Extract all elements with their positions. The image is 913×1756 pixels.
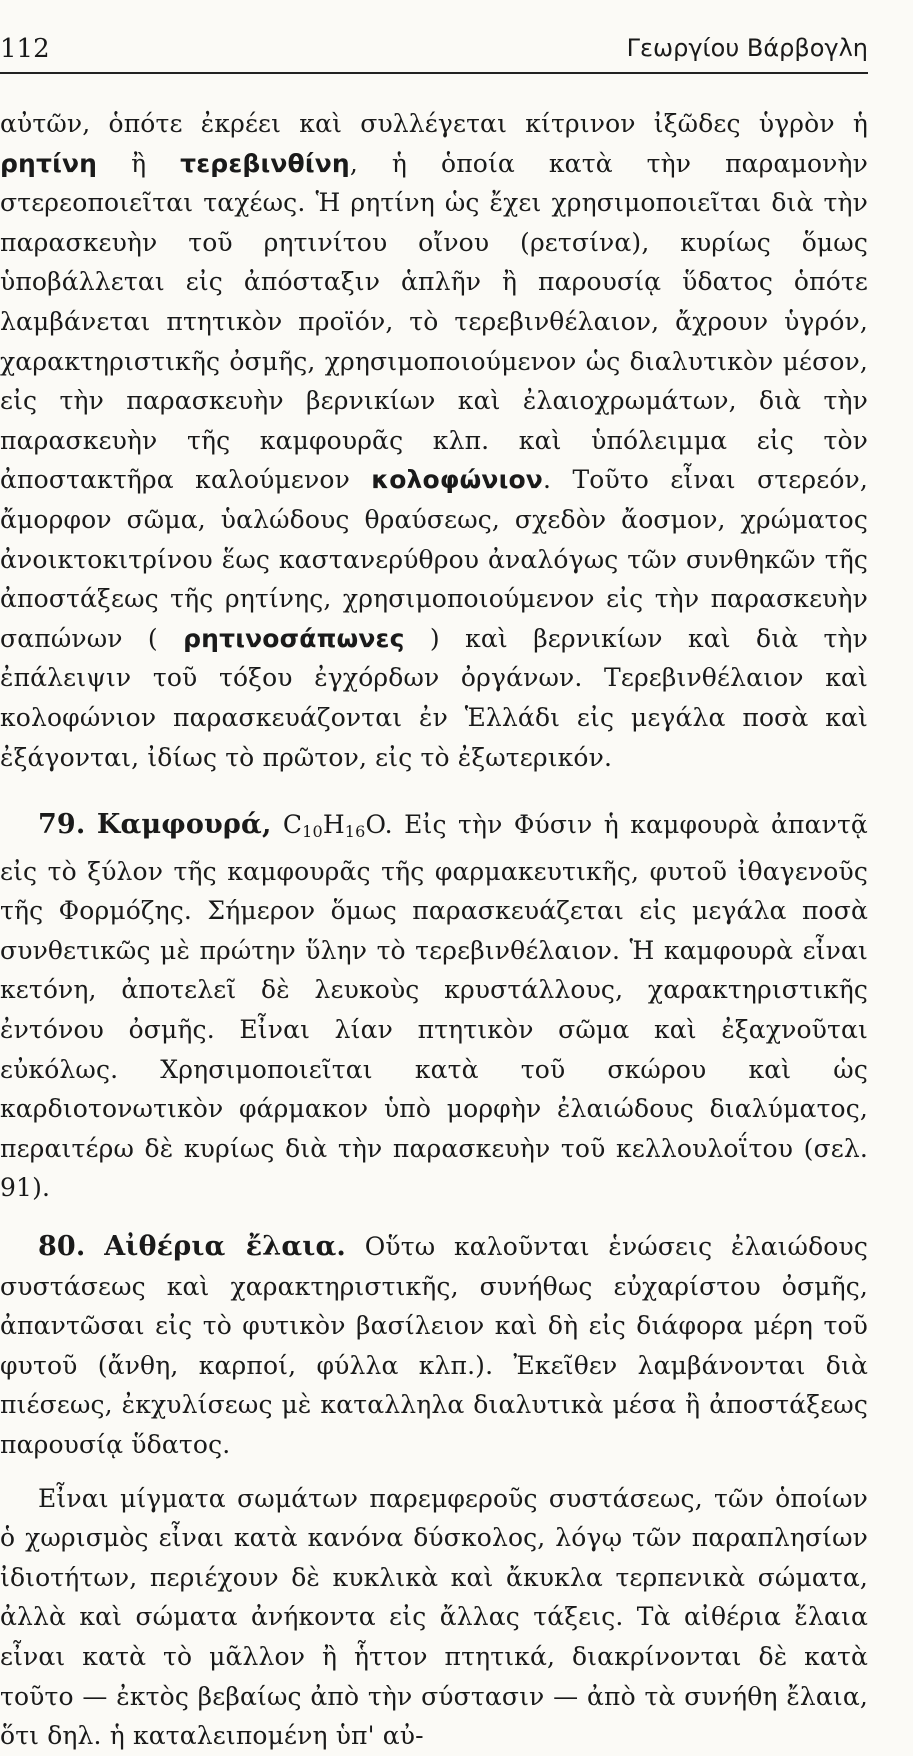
section-79 — [0, 805, 868, 1208]
text-run: , ἡ ὁποία κατὰ τὴν παραμονὴν στερεοποιεῖται ταχέως. Ἡ ρητίνη ὡς ἔχει χρησιμοποιεῖται διὰ τὴν παρασκευὴν τοῦ ρητινίτου οἴνου (ρετσίνα), κυρίως ὅμως ὑποβάλλεται εἰς ἀπόσταξιν ἁπλῆν ἢ παρουσίᾳ ὕδατος ὁπότε λαμβάνεται πτητικὸν προϊόν, τὸ τερεβινθέλαιον, ἄχρουν ὑγρόν, χαρακτηριστικῆς ὀσμῆς, χρησιμοποιούμενον ὡς διαλυτικὸν μέσον, εἰς τὴν παρασκευὴν βερνικίων καὶ ἐλαιοχρωμάτων, διὰ τὴν παρασκευὴν τῆς καμφουρᾶς κλπ. καὶ ὑπόλειμμα εἰς τὸν ἀποστακτῆρα καλούμενον — [0, 148, 868, 495]
section-title: Αἰθέρια ἔλαια. — [104, 1231, 346, 1263]
text-run: . Τοῦτο εἶναι στερεόν, ἄμορφον σῶμα, ὑαλώδους θραύσεως, σχεδὸν ἄοσμον, χρώματος ἀνοικτοκιτρίνου ἕως καστανερύθρου ἀναλόγως τῶν συνθηκῶν τῆς ἀποστάξεως τῆς ρητίνης, χρησιμοποιούμενον εἰς τὴν παρασκευὴν σαπώνων ( — [0, 465, 868, 653]
text-run: αὐτῶν, ὁπότε ἐκρέει καὶ συλλέγεται κίτρινον ἰξῶδες ὑγρὸν ἡ — [0, 109, 868, 138]
text-run: ) καὶ βερνικίων καὶ διὰ τὴν ἐπάλειψιν τοῦ τόξου ἐγχόρδων ὀργάνων. Τερεβινθέλαιον καὶ κολοφώνιον παρασκευάζονται ἐν Ἑλλάδι εἰς μεγάλα ποσὰ καὶ ἐξάγονται, ἰδίως τὸ πρῶτον, εἰς τὸ ἐξωτερικόν. — [0, 623, 868, 772]
paragraph-resin — [0, 104, 868, 777]
section-text: Εἰς τὴν Φύσιν ἡ καμφουρὰ ἀπαντᾷ εἰς τὸ ξύλον τῆς καμφουρᾶς τῆς φαρμακευτικῆς, φυτοῦ ἰθαγενοῦς τῆς Φορμόζης. Σήμερον ὅμως παρασκευάζεται εἰς μεγάλα ποσὰ συνθετικῶς μὲ πρώτην ὕλην τὸ τερεβινθέλαιον. Ἡ καμφουρὰ εἶναι κετόνη, ἀποτελεῖ δὲ λευκοὺς κρυστάλλους, χαρακτηριστικῆς ἐντόνου ὀσμῆς. Εἶναι λίαν πτητικὸν σῶμα καὶ ἐξαχνοῦται εὐκόλως. Χρησιμοποιεῖται κατὰ τοῦ σκώρου καὶ ὡς καρδιοτονωτικὸν φάρμακον ὑπὸ μορφὴν ἐλαιώδους διαλύματος, περαιτέρω δὲ κυρίως διὰ τὴν παρασκευὴν τοῦ κελλουλοΐτου (σελ. 91). — [0, 810, 868, 1203]
running-head: Γεωργίου Βάρβογλη — [626, 34, 868, 62]
page-header — [0, 28, 868, 74]
term-bold: τερεβινθίνη — [180, 148, 350, 178]
paragraph-essential-oils: Εἶναι μίγματα σωμάτων παρεμφεροῦς συστάσεως, τῶν ὁποίων ὁ χωρισμὸς εἶναι κατὰ κανόνα δύσκολος, λόγῳ τῶν παραπλησίων ἰδιοτήτων, περιέχουν δὲ κυκλικὰ καὶ ἄκυκλα τερπενικὰ σώματα, ἀλλὰ καὶ σώματα ἀνήκοντα εἰς ἄλλας τάξεις. Τὰ αἰθέρια ἔλαια εἶναι κατὰ τὸ μᾶλλον ἢ ἧττον πτητικά, διακρίνονται δὲ κατὰ τοῦτο — ἐκτὸς βεβαίως ἀπὸ τὴν σύστασιν — ἀπὸ τὰ συνήθη ἔλαια, ὅτι δηλ. ἡ καταλειπομένη ὑπ' αὐ- — [0, 1483, 868, 1751]
section-number: 79. — [38, 809, 86, 841]
chemical-formula: $C_{10}H_{16}O$. — [282, 810, 393, 842]
term-bold: ρητινοσάπωνες — [183, 623, 405, 653]
section-text: Οὕτω καλοῦνται ἑνώσεις ἐλαιώδους συστάσεως καὶ χαρακτηριστικῆς, συνήθως εὐχαρίστου ὀσμῆς, ἀπαντῶσαι εἰς τὸ φυτικὸν βασίλειον καὶ δὴ εἰς διάφορα μέρη τοῦ φυτοῦ (ἄνθη, καρποί, φύλλα κλπ.). Ἐκεῖθεν λαμβάνονται διὰ πιέσεως, ἐκχυλίσεως μὲ καταλληλα διαλυτικὰ μέσα ἢ ἀποστάξεως παρουσίᾳ ὕδατος. — [0, 1232, 868, 1459]
term-bold: ρητίνη — [0, 148, 98, 178]
section-title: Καμφουρά, — [96, 809, 272, 841]
text-run: ἢ — [97, 148, 181, 178]
section-80 — [0, 1227, 868, 1465]
term-bold: κολοφώνιον — [371, 465, 543, 495]
page-number: 112 — [0, 34, 50, 64]
section-number: 80. — [38, 1231, 86, 1263]
page-body — [0, 104, 868, 1756]
